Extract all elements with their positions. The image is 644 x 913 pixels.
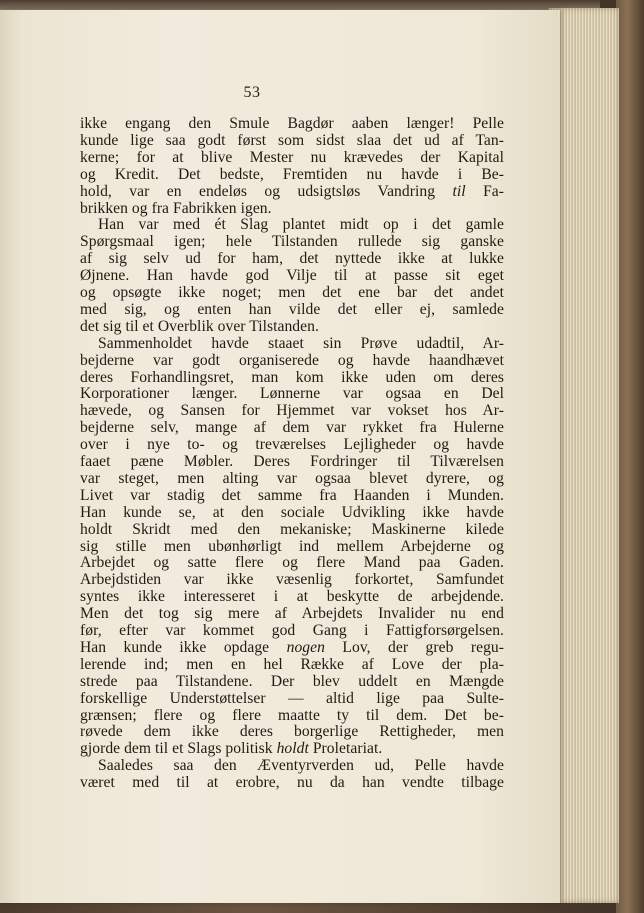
text-line: Men det tog sig mere af Arbejdets Invalider nu end [80,605,504,623]
text-line: Spørgsmaal igen; hele Tilstanden rullede sig ganske [80,233,504,251]
text-line: Saaledes saa den Æventyrverden ud, Pelle havde [98,757,504,775]
text-line: ikke engang den Smule Bagdør aaben længer! Pelle [80,115,504,132]
text-line: sig stille men ubønhørligt ind mellem Arbejderne og [80,537,504,555]
text-line: Øjnene. Han havde god Vilje til at passe sit eget [80,267,504,285]
text-line: gjorde dem til et Slags politisk holdt Proletariat. [80,740,383,758]
text-line: Korporationer længer. Lønnerne var ogsaa en Del [80,385,504,403]
text-line: kunde lige saa godt først som sidst slaa det ud af Tan- [80,131,504,149]
text-line: grænsen; flere og flere maatte ty til dem. Det be- [80,706,504,724]
text-line: bejderne var godt organiserede og havde haandhævet [80,351,504,369]
italic-word: holdt [276,740,309,758]
text-line: syntes ikke interesseret i at beskytte de arbejdende. [80,588,504,606]
book-page [0,10,560,903]
text-line: Han kunde se, at den sociale Udvikling ikke havde [80,503,504,521]
text-line: været med til at erobre, nu da han vendte tilbage [80,774,504,792]
text-line: Han var med ét Slag plantet midt op i det gamle [98,216,504,234]
text-line: kerne; for at blive Mester nu krævedes der Kapital [80,148,504,166]
text-line: Arbejdstiden var ikke væsenlig forkortet, Samfundet [80,571,504,589]
text-line: Sammenholdet havde staaet sin Prøve udadtil, Ar- [98,334,504,352]
text-line: det sig til et Overblik over Tilstanden. [80,317,319,335]
text-line: og Kredit. Det bedste, Fremtiden nu havde i Be- [80,165,504,183]
book-cover-edge [616,0,644,913]
text-line: var steget, men alting var ogsaa blevet dyrere, og [80,469,504,487]
text-line: holdt Skridt med den mekaniske; Maskinerne kilede [80,520,504,538]
text-line: over i nye to- og treværelses Lejligheder og havde [80,436,504,454]
text-line: af sig selv ud for ham, det nyttede ikke at lukke [80,250,504,268]
text-line: strede paa Tilstandene. Der blev uddelt en Mængde [80,672,504,690]
italic-word: nogen [286,638,325,656]
text-line: bejderne selv, mange af dem var rykket fra Hulerne [80,419,504,437]
text-line: og opsøgte ikke noget; men det ene bar det andet [80,284,504,301]
text-line: hold, var en endeløs og udsigtsløs Vandring til Fa- [80,182,505,200]
text-line: før, efter var kommet god Gang i Fattigforsørgelsen. [80,622,504,639]
page-number: 53 [243,84,261,101]
text-line: brikken og fra Fabrikken igen. [80,199,272,217]
text-line: med sig, og enten han vilde det eller ej, samlede [80,300,504,318]
italic-word: til [452,182,466,200]
text-line: Han kunde ikke opdage nogen Lov, der greb regu- [80,638,505,656]
text-line: faaet pæne Møbler. Deres Fordringer til Tilværelsen [80,453,504,470]
text-line: forskellige Understøttelser — altid lige paa Sulte- [80,689,504,707]
text-line: hævede, og Sansen for Hjemmet var vokset hos Ar- [80,402,504,420]
text-line: røvede dem ikke deres borgerlige Rettigheder, men [80,723,504,741]
text-line: Livet var stadig det samme fra Haanden i Munden. [80,486,504,504]
text-line: deres Forhandlingsret, man kom ikke uden om deres [80,368,504,386]
text-line: Arbejdet og satte flere og flere Mand paa Gaden. [80,554,504,572]
text-line: lerende ind; men en hel Række af Love der pla- [80,655,504,673]
